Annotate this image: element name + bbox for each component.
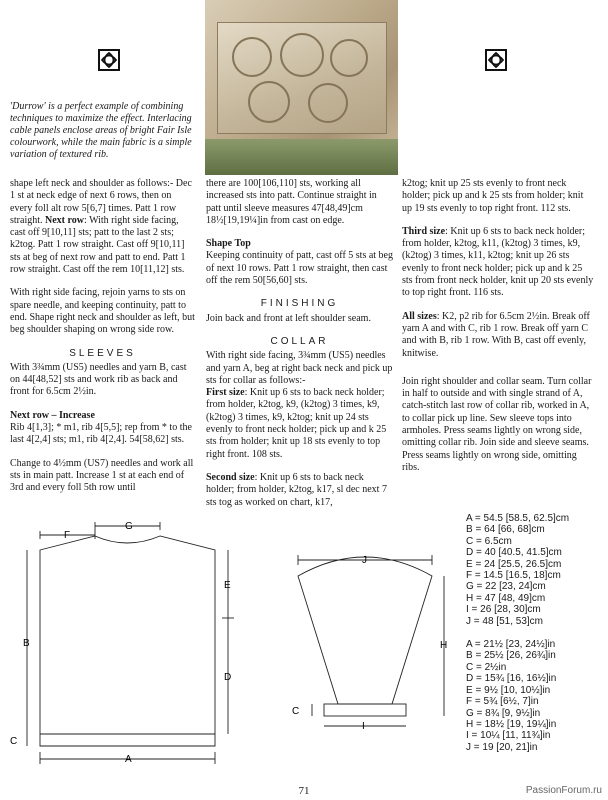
celtic-knot-icon	[485, 49, 507, 71]
measure-in-e: E = 9½ [10, 10½]in	[466, 684, 551, 696]
sleeve-outline	[298, 557, 432, 704]
sleeves-heading: SLEEVES	[69, 347, 136, 359]
body-outline	[40, 536, 215, 746]
text-column-1: shape left neck and shoulder as follows:- Dec 1 st at neck edge of next 6 rows, then on every foll alt row 5[6,7] times. Patt 1 row straight. Next row: With right side facing, cast off 9[10,11] sts; patt to the last 2 sts; k2tog. Patt 1 row straight. Cast off 9[10,11] sts at beg of next row and patt to end. Patt 1 row straight. Cast off the rem 10[11,12] sts. With right side facing, rejoin yarns to sts on spare needle, and keeping continuity, patt to end. Shape right neck and shoulder as left, but beg shoulder shaping on wrong side row. SLEEVES With 3¾mm (US5) needles and yarn B, cast on 44[48,52] sts and work rib as back and front for 6.5cm 2½in. Next row – Increase Rib 4[1,3]; * m1, rib 4[5,5]; rep from * to the last 4[2,4] sts; m1, rib 4[2,4]. 54[58,62] sts. Change to 4½mm (US7) needles and work all sts in main patt. Increase 1 st at each end of 3rd and every foll 5th row until	[10, 178, 195, 494]
label-j: J	[362, 555, 367, 566]
page-number: 71	[298, 785, 310, 797]
measure-in-c: C = 2½in	[466, 661, 507, 673]
stone-slab	[217, 22, 387, 134]
measure-cm-e: E = 24 [25.5, 26.5]cm	[466, 558, 562, 570]
photo-caption: 'Durrow' is a perfect example of combining techniques to maximize the effect. Interlacing cable panels enclose areas of bright Fair Isle colourwork, while the main fabric is a simple variation of textured rib.	[10, 101, 192, 160]
measure-cm-a: A = 54.5 [58.5, 62.5]cm	[466, 513, 570, 524]
measure-cm-g: G = 22 [23, 24]cm	[466, 581, 546, 593]
measure-in-h: H = 18½ [19, 19¼]in	[466, 718, 557, 730]
grass	[205, 139, 398, 175]
measure-cm-h: H = 47 [48, 49]cm	[466, 592, 546, 604]
label-f: F	[64, 530, 71, 541]
measure-in-d: D = 15¾ [16, 16½]in	[466, 673, 557, 685]
measure-cm-c: C = 6.5cm	[466, 535, 512, 547]
celtic-knot-icon	[98, 49, 120, 71]
shape-top-heading: Shape Top	[206, 238, 251, 250]
measure-cm-d: D = 40 [40.5, 41.5]cm	[466, 547, 562, 559]
measure-in-b: B = 25½ [26, 26¾]in	[466, 650, 556, 662]
label-c: C	[10, 736, 18, 747]
measure-cm-b: B = 64 [66, 68]cm	[466, 524, 545, 536]
carved-stone-photo	[205, 0, 398, 175]
label-a: A	[125, 754, 132, 765]
measure-cm-i: I = 26 [28, 30]cm	[466, 604, 541, 616]
measure-in-i: I = 10¼ [11, 11¾]in	[466, 730, 551, 742]
label-e: E	[224, 580, 231, 591]
label-c-sleeve: C	[292, 706, 300, 717]
measure-cm-f: F = 14.5 [16.5, 18]cm	[466, 570, 561, 582]
text-column-2: there are 100[106,110] sts, working all increased sts into patt. Continue straight in patt until sleeve measures 47[48,49]cm 18½[19,19¼]in from cast on edge. Shape Top Keeping continuity of patt, cast off 5 sts at beg of next 10 rows. Patt 1 row straight, then cast off the rem 50[56,60] sts. FINISHING Join back and front at left shoulder seam. COLLAR With right side facing, 3¾mm (US5) needles and yarn A, beg at right back neck and pick up sts for collar as follows:- First size: Knit up 6 sts to back neck holder; from holder, k2tog, k9, (k2tog) 3 times, k9, (k2tog) 3 times, k9, k2tog; knit up 24 sts evenly to front neck holder; pick up and k 25 sts from holder; knit up 18 sts evenly to top right front. 108 sts. Second size: Knit up 6 sts to back neck holder; from holder, k2tog, k17, sl dec next 7 sts tog as worked on chart, k17,	[206, 178, 393, 508]
label-h: H	[440, 640, 448, 651]
schematic-diagram	[0, 508, 460, 770]
label-b: B	[23, 638, 30, 649]
measure-in-g: G = 8¾ [9, 9½]in	[466, 707, 541, 719]
label-i: I	[362, 721, 365, 732]
measurements-list	[466, 513, 569, 753]
measure-cm-j: J = 48 [51, 53]cm	[466, 615, 543, 627]
measure-in-j: J = 19 [20, 21]in	[466, 741, 538, 753]
measure-in-a: A = 21½ [23, 24½]in	[466, 639, 556, 651]
watermark: PassionForum.ru	[525, 785, 602, 796]
label-g: G	[125, 521, 133, 532]
finishing-heading: FINISHING	[260, 298, 339, 310]
collar-heading: COLLAR	[270, 335, 329, 347]
label-d: D	[224, 672, 232, 683]
measure-in-f: F = 5¾ [6½, 7]in	[466, 696, 539, 708]
text-column-3: k2tog; knit up 25 sts evenly to front neck holder; pick up and k 25 sts from holder; knit up 19 sts evenly to top right front. 112 sts. Third size: Knit up 6 sts to back neck holder; from holder, k2tog, k11, (k2tog) 3 times, k9, (k2tog) 3 times, k11, k2tog; knit up 26 sts evenly to front neck holder; pick up and k 25 sts from front neck holder, knit up 20 sts evenly to top right front. 116 sts. All sizes: K2, p2 rib for 6.5cm 2½in. Break off yarn A and with C, rib 1 row. Break off yarn C and with B, rib 1 row. With B, cast off evenly, knitwise. Join right shoulder and collar seam. Turn collar in half to outside and with single strand of A, catch-stitch last row of collar rib, worked in A, to collar pick up line. Sew sleeve tops into armholes. Press seams lightly on wrong side, omitting collar rib. Join side and sleeve seams. Press seams lightly on wrong side, omitting ribs.	[402, 178, 594, 473]
